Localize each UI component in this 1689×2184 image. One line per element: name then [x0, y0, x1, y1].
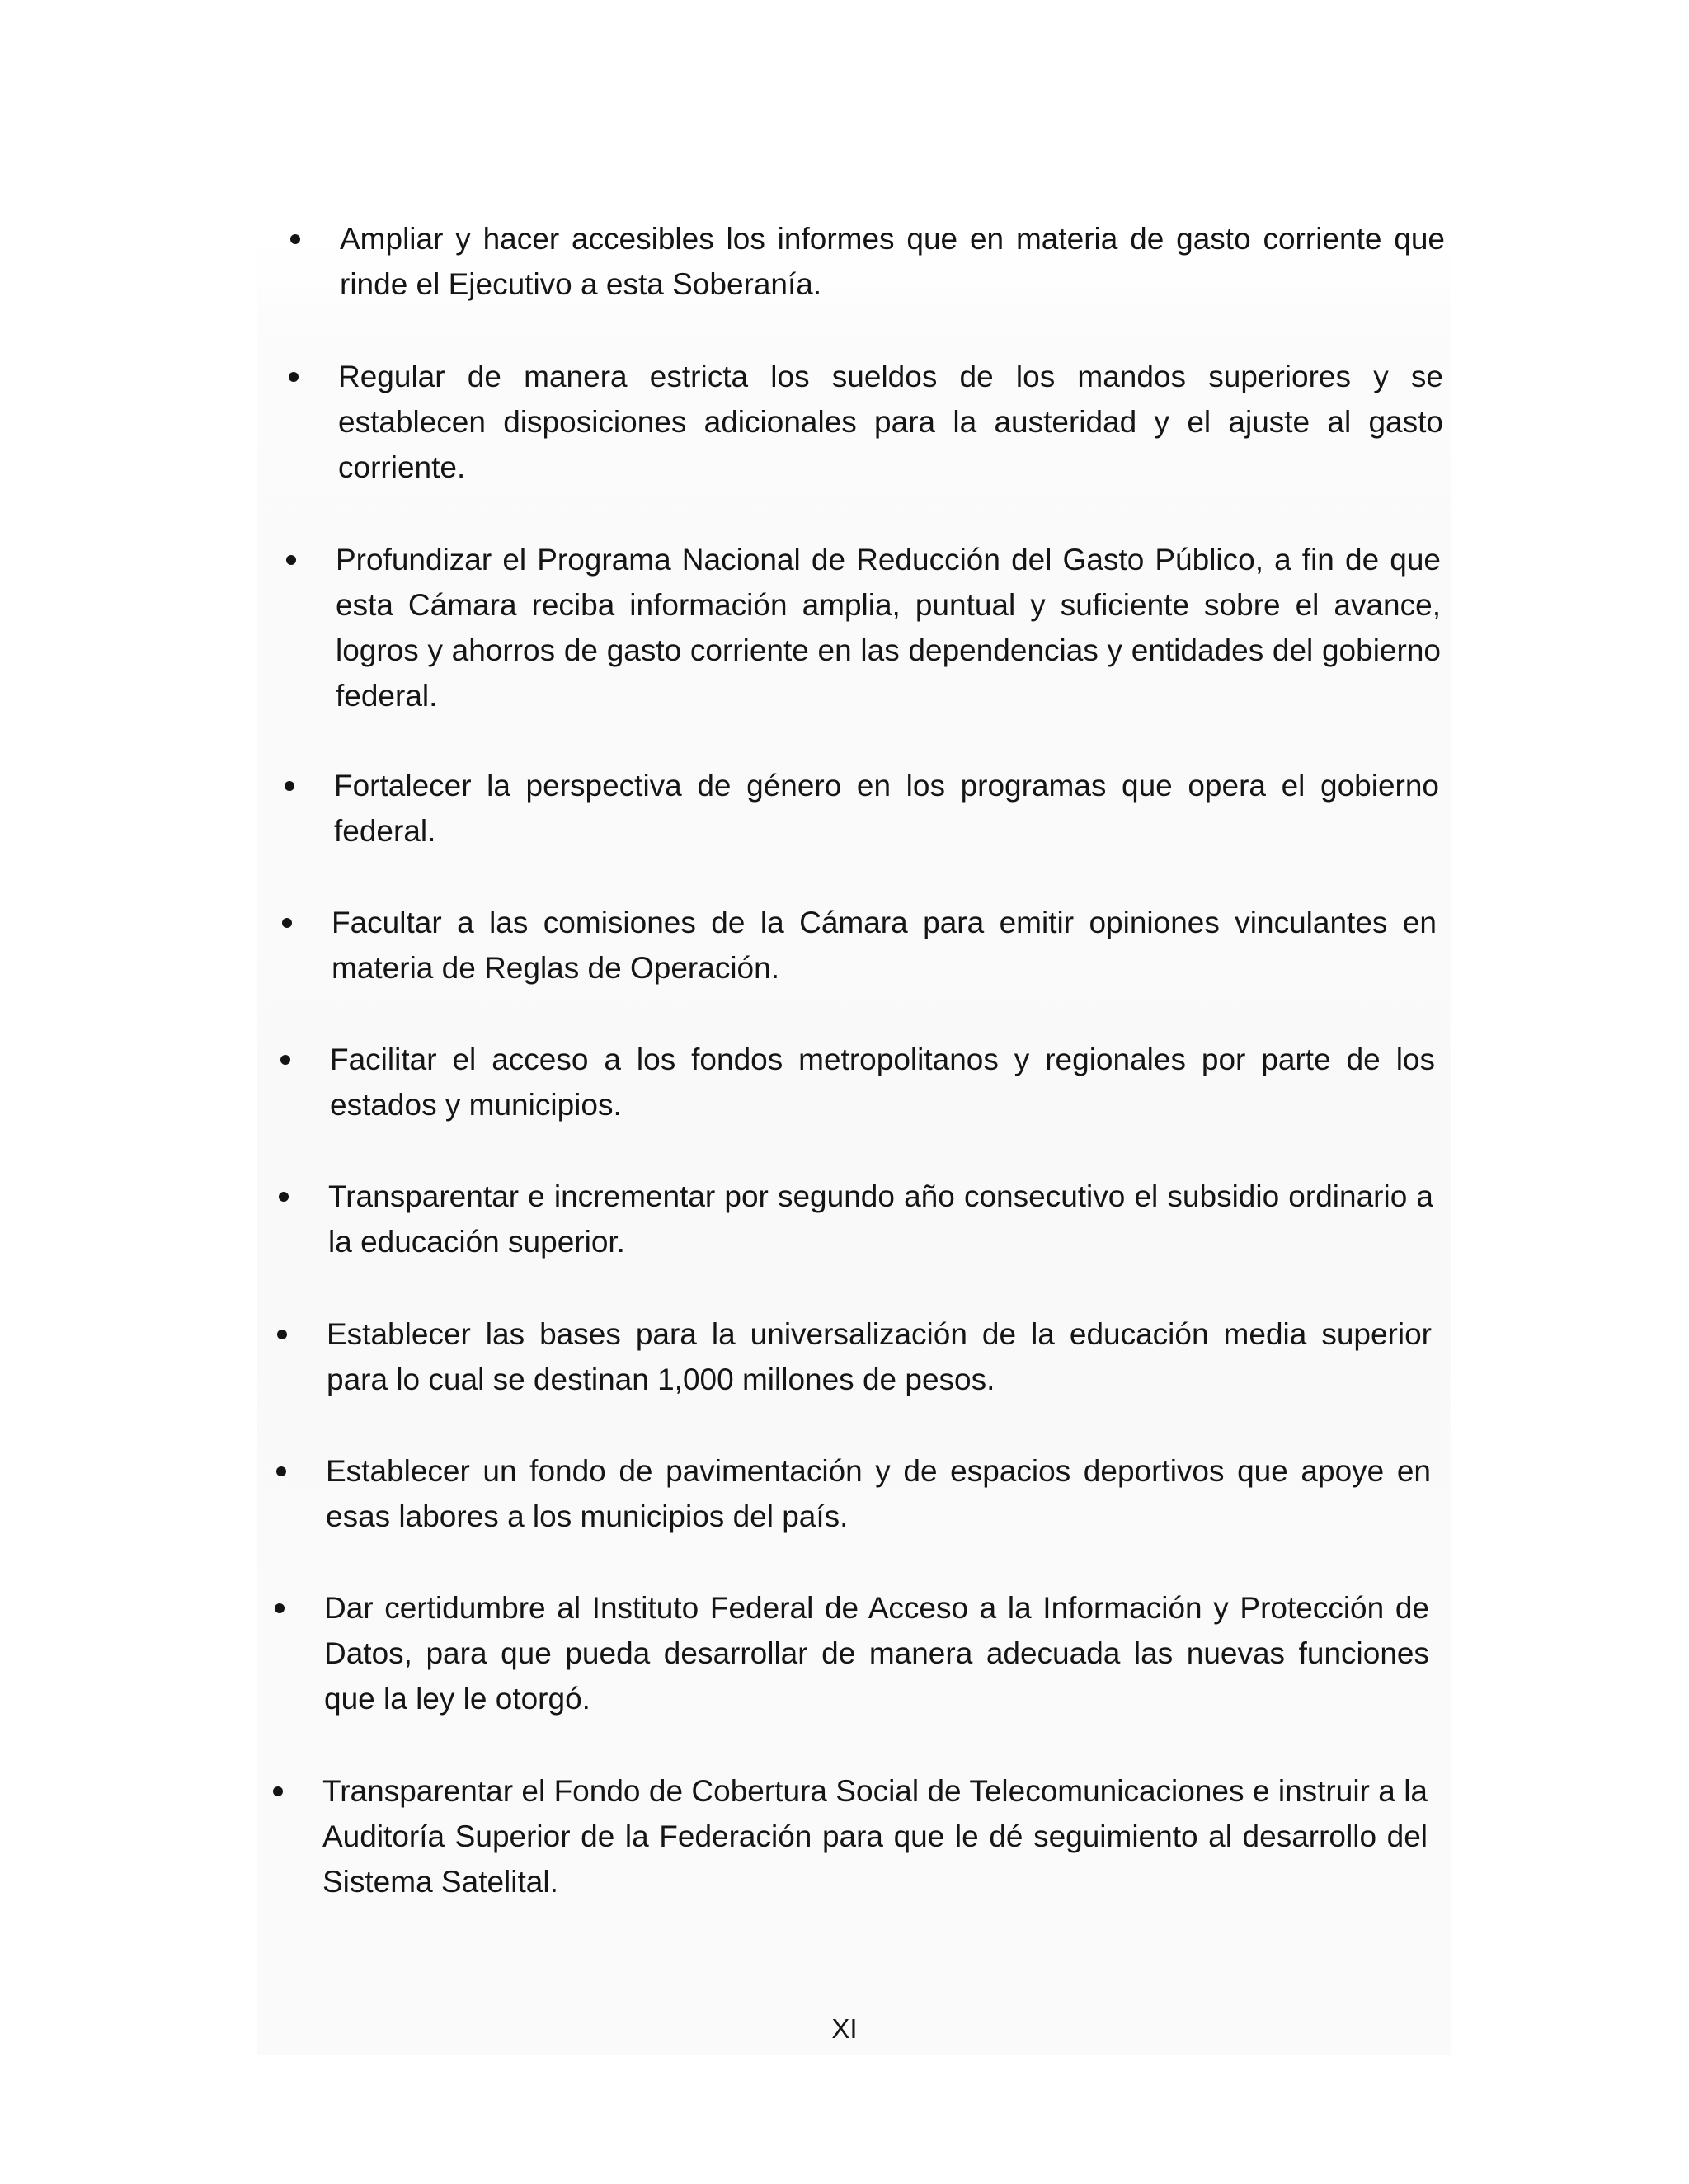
list-item-text: Transparentar e incrementar por segundo año consecutivo el subsidio ordinario a la educación superior. — [328, 1179, 1433, 1259]
bullet-icon — [289, 372, 299, 382]
list-item-text: Fortalecer la perspectiva de género en los programas que opera el gobierno federal. — [334, 769, 1439, 848]
bullet-icon — [275, 1603, 285, 1613]
list-item-text: Dar certidumbre al Instituto Federal de Acceso a la Información y Protección de Datos, para que pueda desarrollar de manera adecuada las nuevas funciones que la ley le otorgó. — [324, 1591, 1429, 1716]
list-item-text: Establecer las bases para la universalización de la educación media superior para lo cual se destinan 1,000 millones de pesos. — [327, 1317, 1432, 1396]
list-item — [327, 1311, 1432, 1402]
list-item — [328, 1174, 1433, 1264]
list-item-text: Profundizar el Programa Nacional de Reducción del Gasto Público, a fin de que esta Cámara reciba información amplia, puntual y suficiente sobre el avance, logros y ahorros de gasto corriente en las dependencias y entidades del gobierno federal. — [336, 543, 1441, 713]
bullet-icon — [280, 1055, 290, 1065]
bullet-icon — [286, 555, 296, 565]
list-item-text: Regular de manera estricta los sueldos de los mandos superiores y se establecen disposiciones adicionales para la austeridad y el ajuste al gasto corriente. — [338, 360, 1443, 484]
bullet-icon — [276, 1466, 286, 1476]
list-item — [340, 216, 1445, 307]
list-item-text: Establecer un fondo de pavimentación y de espacios deportivos que apoye en esas labores a los municipios del país. — [326, 1454, 1431, 1533]
list-item-text: Ampliar y hacer accesibles los informes que en materia de gasto corriente que rinde el Ejecutivo a esta Soberanía. — [340, 222, 1445, 301]
bullet-icon — [279, 1192, 289, 1202]
list-item — [330, 1037, 1435, 1127]
list-item — [336, 537, 1441, 718]
list-item-text: Facultar a las comisiones de la Cámara para emitir opiniones vinculantes en materia de Reglas de Operación. — [332, 906, 1437, 985]
list-item — [326, 1448, 1431, 1539]
list-item — [324, 1585, 1429, 1721]
page-number: XI — [831, 2013, 858, 2044]
bullet-icon — [290, 234, 300, 244]
list-item-text: Transparentar el Fondo de Cobertura Social de Telecomunicaciones e instruir a la Auditoría Superior de la Federación para que le dé seguimiento al desarrollo del Sistema Satelital. — [322, 1774, 1428, 1899]
bullet-icon — [273, 1786, 283, 1796]
list-item-text: Facilitar el acceso a los fondos metropolitanos y regionales por parte de los estados y municipios. — [330, 1043, 1435, 1122]
bullet-icon — [282, 918, 292, 928]
list-item — [322, 1768, 1428, 1904]
list-item — [334, 763, 1439, 854]
list-item — [332, 900, 1437, 991]
bullet-icon — [277, 1330, 287, 1339]
bullet-icon — [285, 781, 294, 791]
list-item — [338, 354, 1443, 490]
